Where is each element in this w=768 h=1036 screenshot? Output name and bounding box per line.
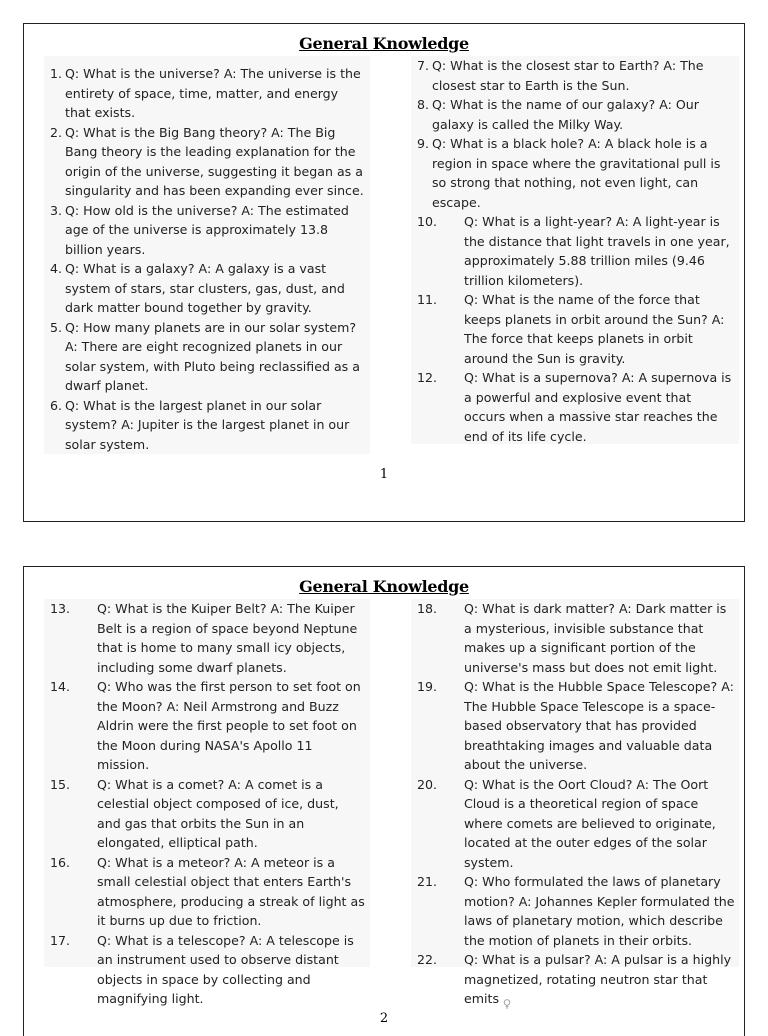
document-page-1 (23, 23, 745, 522)
list-item: 20. Q: What is the Oort Cloud? A: The Oort Cloud is a theoretical region of space where comets are believed to originate, located at the outer edges of the solar system. (417, 776, 716, 870)
list-item: 19. Q: What is the Hubble Space Telescope? A: The Hubble Space Telescope is a space-based observatory that has provided breathtaking images and valuable data about the universe. (417, 679, 734, 772)
page-title: General Knowledge (299, 577, 469, 596)
right-column (411, 599, 739, 1006)
document-page-2 (23, 566, 745, 1036)
list-item: 10. Q: What is a light-year? A: A light-year is the distance that light travels in one year, approximately 5.88 trillion miles (9.46 trillion kilometers). (417, 214, 730, 288)
left-column (44, 56, 370, 454)
page-number: 1 (379, 467, 389, 482)
list-item: 5. Q: How many planets are in our solar system? A: There are eight recognized planets in our solar system, with Pluto being reclassified as a dwarf planet. (50, 319, 360, 393)
list-item: 4. Q: What is a galaxy? A: A galaxy is a vast system of stars, star clusters, gas, dust, and dark matter bound together by gravity. (50, 261, 345, 315)
list-item: 18. Q: What is dark matter? A: Dark matter is a mysterious, invisible substance that makes up a significant portion of the universe's mass but does not emit light. (417, 601, 727, 675)
right-column (411, 56, 739, 444)
list-item: 6. Q: What is the largest planet in our solar system? A: Jupiter is the largest planet in our solar system. (50, 397, 350, 452)
list-item: 16. Q: What is a meteor? A: A meteor is a small celestial object that enters Earth's atmosphere, producing a streak of light as it burns up due to friction. (50, 854, 365, 928)
list-item: 13. Q: What is the Kuiper Belt? A: The Kuiper Belt is a region of space beyond Neptune that is home to many small icy objects, including some dwarf planets. (50, 601, 358, 675)
list-item: 2. Q: What is the Big Bang theory? A: The Big Bang theory is the leading explanation for the origin of the universe, suggesting it began as a singularity and has been expanding ever since. (50, 124, 364, 198)
list-item: 15. Q: What is a comet? A: A comet is a celestial object composed of ice, dust, and gas that orbits the Sun in an elongated, elliptical path. (50, 776, 339, 850)
list-item: 7. Q: What is the closest star to Earth? A: The closest star to Earth is the Sun. (417, 58, 704, 93)
list-item: 11. Q: What is the name of the force that keeps planets in orbit around the Sun? A: The force that keeps planets in orbit around the Sun is gravity. (417, 292, 725, 366)
list-item: 9. Q: What is a black hole? A: A black hole is a region in space where the gravitational pull is so strong that nothing, not even light, can escape. (417, 136, 721, 210)
list-item: 8. Q: What is the name of our galaxy? A: Our galaxy is called the Milky Way. (417, 97, 699, 132)
list-item: 21. Q: Who formulated the laws of planetary motion? A: Johannes Kepler formulated the laws of planetary motion, which describe the motion of planets in their orbits. (417, 874, 735, 948)
list-item: 22. Q: What is a pulsar? A: A pulsar is a highly magnetized, rotating neutron star that emits (417, 952, 732, 1006)
list-item: 14. Q: Who was the first person to set foot on the Moon? A: Neil Armstrong and Buzz Aldrin were the first people to set foot on the Moon during NASA's Apollo 11 mission. (50, 679, 361, 772)
left-column (44, 599, 370, 1006)
lightbulb-icon[interactable] (503, 995, 511, 1005)
list-item: 12. Q: What is a supernova? A: A supernova is a powerful and explosive event that occurs when a massive star reaches the end of its life cycle. (417, 370, 732, 444)
page-title: General Knowledge (299, 34, 469, 53)
list-item: 17. Q: What is a telescope? A: A telescope is an instrument used to observe distant objects in space by collecting and magnifying light. (50, 932, 354, 1006)
list-item: 3. Q: How old is the universe? A: The estimated age of the universe is approximately 13.8 billion years. (50, 202, 349, 257)
page-number: 2 (379, 1011, 389, 1026)
list-item: 1. Q: What is the universe? A: The universe is the entirety of space, time, matter, and energy that exists. (50, 66, 361, 120)
